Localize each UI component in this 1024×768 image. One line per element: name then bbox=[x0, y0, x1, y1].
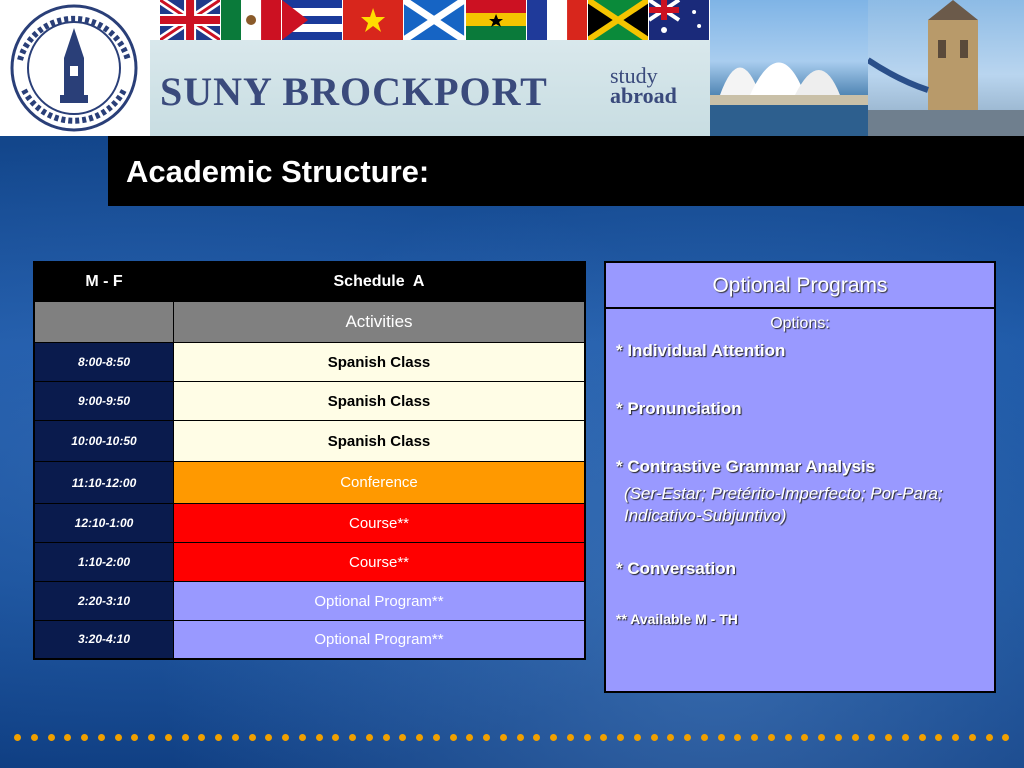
study-abroad-logo-text bbox=[610, 63, 677, 108]
activity-cell: Conference bbox=[174, 462, 586, 504]
jamaica-flag bbox=[588, 0, 649, 40]
college-seal-logo bbox=[0, 0, 150, 136]
decorative-dot bbox=[969, 734, 976, 741]
optional-programs-header: Optional Programs bbox=[606, 263, 994, 309]
activity-cell: Optional Program** bbox=[174, 621, 586, 659]
scotland-flag bbox=[404, 0, 465, 40]
tower-bridge-photo bbox=[868, 0, 1024, 136]
decorative-dot bbox=[165, 734, 172, 741]
decorative-dot bbox=[64, 734, 71, 741]
decorative-dot bbox=[986, 734, 993, 741]
optional-programs-panel bbox=[604, 261, 996, 693]
decorative-dot bbox=[115, 734, 122, 741]
activity-cell: Spanish Class bbox=[174, 382, 586, 421]
table-row bbox=[34, 582, 585, 621]
activity-cell: Spanish Class bbox=[174, 421, 586, 462]
decorative-dot bbox=[316, 734, 323, 741]
time-cell: 10:00-10:50 bbox=[34, 421, 174, 462]
banner bbox=[0, 0, 1024, 136]
option-item-detail: (Ser-Estar; Pretérito-Imperfecto; Por-Para; Indicativo-Subjuntivo) bbox=[624, 484, 943, 525]
decorative-dot bbox=[483, 734, 490, 741]
decorative-dot bbox=[332, 734, 339, 741]
decorative-dot bbox=[801, 734, 808, 741]
decorative-dot bbox=[617, 734, 624, 741]
decorative-dot bbox=[852, 734, 859, 741]
decorative-dot bbox=[399, 734, 406, 741]
table-row bbox=[34, 504, 585, 543]
decorative-dot bbox=[215, 734, 222, 741]
table-row bbox=[34, 462, 585, 504]
table-subheader-row bbox=[34, 302, 585, 343]
australia-flag bbox=[649, 0, 710, 40]
time-cell: 9:00-9:50 bbox=[34, 382, 174, 421]
activity-cell: Optional Program** bbox=[174, 582, 586, 621]
decorative-dot bbox=[550, 734, 557, 741]
decorative-dot bbox=[919, 734, 926, 741]
decorative-dot bbox=[383, 734, 390, 741]
flag-strip bbox=[160, 0, 710, 40]
table-row bbox=[34, 343, 585, 382]
decorative-dot bbox=[701, 734, 708, 741]
decorative-dot bbox=[249, 734, 256, 741]
optional-programs-body bbox=[606, 309, 994, 627]
decorative-dot bbox=[651, 734, 658, 741]
table-row bbox=[34, 621, 585, 659]
decorative-dot bbox=[533, 734, 540, 741]
decorative-dot bbox=[634, 734, 641, 741]
table-header-row bbox=[34, 262, 585, 302]
decorative-dot bbox=[868, 734, 875, 741]
decorative-dot bbox=[466, 734, 473, 741]
time-cell: 12:10-1:00 bbox=[34, 504, 174, 543]
decorative-dot bbox=[81, 734, 88, 741]
decorative-dot bbox=[667, 734, 674, 741]
time-cell: 8:00-8:50 bbox=[34, 343, 174, 382]
option-item: * Conversation bbox=[616, 559, 736, 578]
decorative-dot bbox=[1002, 734, 1009, 741]
decorative-dot bbox=[517, 734, 524, 741]
decorative-dot bbox=[450, 734, 457, 741]
brand-panel bbox=[150, 40, 710, 136]
decorative-dot bbox=[768, 734, 775, 741]
decorative-dot bbox=[299, 734, 306, 741]
decorative-dot bbox=[835, 734, 842, 741]
activity-cell: Spanish Class bbox=[174, 343, 586, 382]
activity-cell: Course** bbox=[174, 504, 586, 543]
decorative-dot bbox=[198, 734, 205, 741]
vietnam-flag bbox=[343, 0, 404, 40]
uk-flag bbox=[160, 0, 221, 40]
decorative-dot bbox=[282, 734, 289, 741]
activity-cell: Course** bbox=[174, 543, 586, 582]
decorative-dot bbox=[718, 734, 725, 741]
availability-note: ** Available M - TH bbox=[616, 611, 738, 627]
time-cell: 1:10-2:00 bbox=[34, 543, 174, 582]
decorative-dot bbox=[751, 734, 758, 741]
decorative-dot bbox=[31, 734, 38, 741]
table-row bbox=[34, 382, 585, 421]
decorative-dot bbox=[600, 734, 607, 741]
decorative-dot bbox=[584, 734, 591, 741]
brand-logo-text: SUNY BROCKPORT bbox=[160, 69, 548, 114]
decorative-dot bbox=[131, 734, 138, 741]
schedule-header: Schedule A bbox=[174, 262, 586, 302]
decorative-dot bbox=[500, 734, 507, 741]
decorative-dot bbox=[952, 734, 959, 741]
activities-subheader: Activities bbox=[174, 302, 586, 343]
option-item: * Individual Attention bbox=[616, 341, 786, 360]
decorative-dot bbox=[148, 734, 155, 741]
decorative-dot bbox=[902, 734, 909, 741]
france-flag bbox=[527, 0, 588, 40]
decorative-dot bbox=[935, 734, 942, 741]
decorative-dot bbox=[433, 734, 440, 741]
decorative-dot bbox=[416, 734, 423, 741]
sydney-opera-house-photo bbox=[710, 0, 868, 136]
schedule-table bbox=[33, 261, 586, 660]
decorative-dot bbox=[232, 734, 239, 741]
decorative-dot-row bbox=[14, 734, 1010, 744]
table-row bbox=[34, 543, 585, 582]
time-subheader bbox=[34, 302, 174, 343]
study-text: study bbox=[610, 63, 658, 88]
decorative-dot bbox=[349, 734, 356, 741]
days-header: M - F bbox=[34, 262, 174, 302]
cuba-flag bbox=[282, 0, 343, 40]
decorative-dot bbox=[567, 734, 574, 741]
decorative-dot bbox=[366, 734, 373, 741]
option-item: * Contrastive Grammar Analysis bbox=[616, 457, 876, 476]
abroad-text: abroad bbox=[610, 83, 677, 108]
decorative-dot bbox=[818, 734, 825, 741]
time-cell: 3:20-4:10 bbox=[34, 621, 174, 659]
mexico-flag bbox=[221, 0, 282, 40]
decorative-dot bbox=[684, 734, 691, 741]
options-label: Options: bbox=[770, 315, 830, 332]
title-bar bbox=[108, 136, 1024, 206]
decorative-dot bbox=[14, 734, 21, 741]
time-cell: 11:10-12:00 bbox=[34, 462, 174, 504]
decorative-dot bbox=[48, 734, 55, 741]
page-title: Academic Structure: bbox=[126, 154, 430, 189]
decorative-dot bbox=[182, 734, 189, 741]
decorative-dot bbox=[785, 734, 792, 741]
table-row bbox=[34, 421, 585, 462]
ghana-flag bbox=[466, 0, 527, 40]
decorative-dot bbox=[98, 734, 105, 741]
decorative-dot bbox=[734, 734, 741, 741]
time-cell: 2:20-3:10 bbox=[34, 582, 174, 621]
decorative-dot bbox=[265, 734, 272, 741]
decorative-dot bbox=[885, 734, 892, 741]
option-item: * Pronunciation bbox=[616, 399, 742, 418]
